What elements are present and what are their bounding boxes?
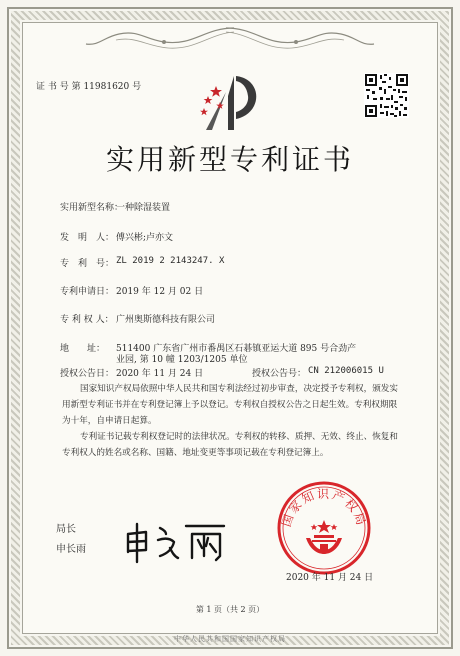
field-value-address-line2: 业园, 第 10 幢 1203/1205 单位 [116,355,248,365]
field-value-utility-model-name: 一种除湿装置 [116,203,171,213]
field-label-patentee: 专 利 权 人： [60,315,114,325]
field-label-announcement-number: 授权公告号： [252,369,307,379]
field-value-patent-number: ZL 2019 2 2143247. X [116,256,225,266]
field-value-address-line1: 511400 广东省广州市番禺区石碁镇亚运大道 895 号合劲产 [116,344,357,354]
top-right-flourish [226,24,376,54]
signature-image [120,518,230,566]
bottom-mark: 中华人民共和国国家知识产权局 [174,635,286,643]
field-value-inventor: 傅兴彬;卢亦文 [116,233,174,243]
statement-paragraph-1: 国家知识产权局依照中华人民共和国专利法经过初步审查，决定授予专利权，颁发实用新型专利证书并在专利登记簿上予以登记。专利权自授权公告之日起生效。专利权期限为十年，自申请日起算。 [62,384,398,426]
top-left-flourish [84,24,234,54]
seal-date: 2020 年 11 月 24 日 [286,573,374,583]
statement-paragraph-2: 专利证书记载专利权登记时的法律状况。专利权的转移、质押、无效、终止、恢复和专利权人的姓名或名称、国籍、地址变更等事项记载在专利登记簿上。 [62,432,398,458]
official-title: 局长 [56,524,76,535]
field-value-grant-date: 2020 年 11 月 24 日 [116,369,204,379]
field-label-application-date: 专利申请日： [60,287,115,297]
field-label-grant-date: 授权公告日： [60,369,115,379]
field-value-application-date: 2019 年 12 月 02 日 [116,287,204,297]
field-label-inventor: 发 明 人： [60,233,115,243]
official-name: 申长雨 [56,544,86,555]
page-footer: 第 1 页（共 2 页） [195,605,265,614]
field-value-patentee: 广州奥斯德科技有限公司 [116,315,216,325]
field-label-utility-model-name: 实用新型名称： [60,203,124,213]
seal-text: 国家知识产权局 [279,487,369,529]
page-title: 实用新型专利证书 [105,143,354,176]
field-label-address: 地 址： [60,344,106,354]
cnipa-logo-icon [196,72,264,132]
qr-code-icon [364,73,409,118]
field-label-patent-number: 专 利 号： [60,259,115,269]
official-seal-icon [276,480,372,576]
field-value-announcement-number: CN 212006015 U [308,366,384,376]
certificate-number: 证 书 号 第 11981620 号 [36,82,142,92]
